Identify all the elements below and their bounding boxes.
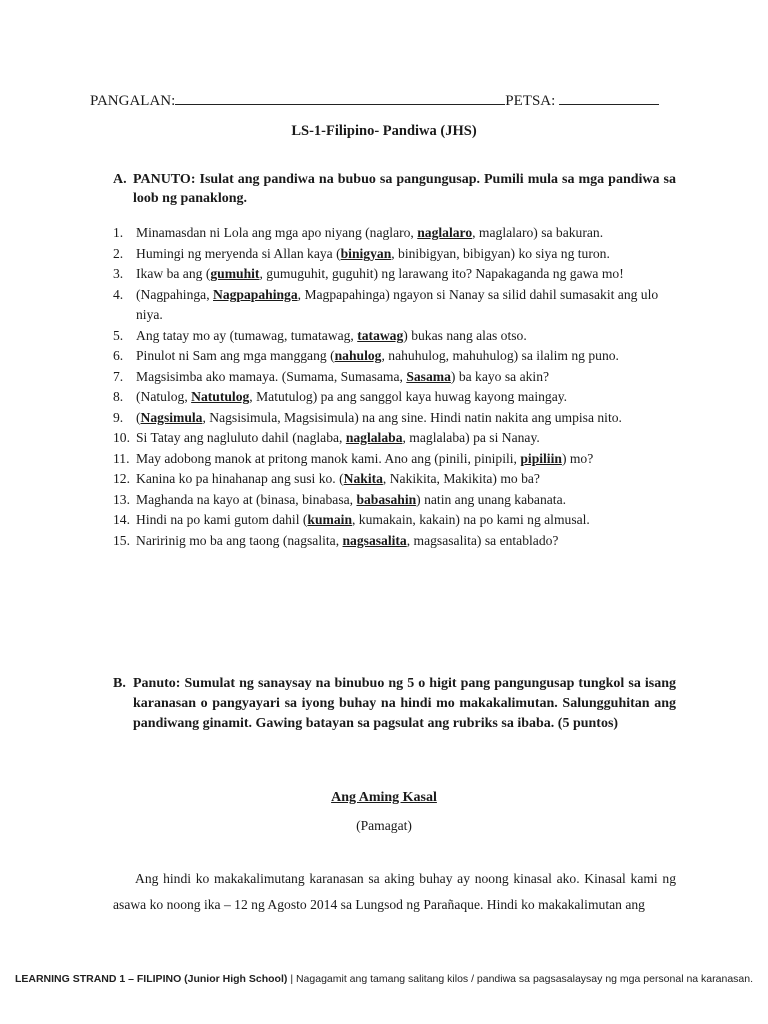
item-text-before: Kanina ko pa hinahanap ang susi ko. (: [136, 471, 344, 486]
essay-title-note: (Pamagat): [356, 818, 412, 833]
list-item: [113, 490, 678, 511]
item-text-after: , kumakain, kakain) na po kami ng almusal.: [352, 512, 590, 527]
item-text-before: May adobong manok at pritong manok kami. Ano ang (pinili, pinipili,: [136, 450, 521, 466]
item-answer: naglalaba: [345, 430, 403, 445]
item-number: 1.: [113, 225, 124, 240]
item-text-before: Hindi na po kami gutom dahil (: [136, 512, 308, 527]
item-text-after: , Magpapahinga) ngayon si Nanay sa silid dahil sumasakit ang ulo niya.: [136, 286, 659, 322]
part-b-label: B.: [113, 676, 126, 691]
name-date-header: [90, 92, 659, 110]
list-item: [113, 510, 678, 531]
list-item: [113, 469, 678, 490]
item-text-after: ) natin ang unang kabanata.: [416, 491, 567, 507]
name-blank-line[interactable]: [175, 92, 505, 105]
item-text-after: , magsasalita) sa entablado?: [406, 532, 559, 548]
item-text-before: (: [136, 409, 141, 425]
list-item: [113, 408, 678, 429]
item-number: 3.: [113, 266, 124, 281]
list-item: [113, 367, 678, 388]
item-text-before: Ikaw ba ang (: [136, 266, 211, 281]
part-a-text: PANUTO: Isulat ang pandiwa na bubuo sa pangungusap. Pumili mula sa mga pandiwa sa loob ng panaklong.: [133, 172, 676, 206]
item-answer: binigyan: [340, 245, 392, 261]
item-text-before: Magsisimba ako mamaya. (Sumama, Sumasama,: [136, 368, 407, 384]
essay-body: Ang hindi ko makakalimutang karanasan sa aking buhay ay noong kinasal ako. Kinasal kami ng asawa ko noong ika – 12 ng Agosto 2014 sa Lungsod ng Parañaque. Hindi ko makakalimutan ang: [113, 871, 676, 912]
item-text-after: , binibigyan, bibigyan) ko siya ng turon.: [391, 245, 610, 261]
date-label: PETSA:: [505, 93, 556, 109]
footer-separator: |: [290, 973, 294, 985]
item-number: 11.: [113, 450, 130, 466]
item-number: 5.: [113, 327, 124, 343]
item-list: [113, 223, 678, 551]
list-item: [113, 346, 678, 367]
item-answer: nahulog: [334, 348, 382, 363]
item-text-after: ) bukas nang alas otso.: [403, 327, 527, 343]
date-blank-line[interactable]: [559, 92, 659, 105]
item-number: 6.: [113, 348, 124, 363]
footer-strand: LEARNING STRAND 1 – FILIPINO (Junior High School): [14, 973, 288, 985]
item-text-after: ) ba kayo sa akin?: [450, 368, 550, 384]
list-item: [113, 428, 678, 449]
item-answer: nagsasalita: [342, 532, 407, 548]
item-number: 4.: [113, 286, 124, 302]
item-text-after: , Nakikita, Makikita) mo ba?: [382, 471, 540, 486]
item-answer: tatawag: [357, 327, 404, 343]
list-item: [113, 244, 678, 265]
item-answer: babasahin: [356, 491, 417, 507]
part-a-instruction: [113, 170, 676, 208]
item-text-before: (Natulog,: [136, 389, 192, 404]
part-a-label: A.: [113, 172, 127, 187]
list-item: [113, 531, 678, 552]
item-text-after: , maglalaba) pa si Nanay.: [402, 430, 540, 445]
item-text-after: , maglalaro) sa bakuran.: [472, 225, 604, 240]
item-text-after: , Nagsisimula, Magsisimula) na ang sine. Hindi natin nakita ang umpisa nito.: [202, 409, 622, 425]
page-footer: [0, 973, 768, 986]
part-b-text: Panuto: Sumulat ng sanaysay na binubuo ng 5 o higit pang pangungusap tungkol sa isang karanasan o pangyayari sa iyong buhay na hindi mo makakalimutan. Salungguhitan ang pandiwang ginamit. Gawing batayan sa pagsulat ang rubriks sa ibaba. (5 puntos): [133, 676, 676, 731]
list-item: [113, 387, 678, 408]
item-text-before: Maghanda na kayo at (binasa, binabasa,: [136, 491, 357, 507]
item-answer: Nakita: [343, 471, 383, 486]
item-text-before: Naririnig mo ba ang taong (nagsalita,: [136, 532, 343, 548]
name-label: PANGALAN:: [90, 93, 176, 109]
item-answer: Nagsimula: [140, 409, 203, 425]
item-answer: Nagpapahinga: [213, 286, 298, 302]
item-answer: Natutulog: [191, 389, 250, 404]
part-b-instruction: [113, 674, 676, 734]
worksheet-title: LS-1-Filipino- Pandiwa (JHS): [291, 123, 477, 139]
essay-title-text: Ang Aming Kasal: [331, 790, 437, 805]
item-text-before: Minamasdan ni Lola ang mga apo niyang (naglaro,: [136, 225, 418, 240]
list-item: [113, 449, 678, 470]
item-text-before: Pinulot ni Sam ang mga manggang (: [136, 348, 335, 363]
item-text-after: , Matutulog) pa ang sanggol kaya huwag kayong maingay.: [249, 389, 568, 404]
item-number: 14.: [113, 512, 130, 527]
item-number: 13.: [113, 491, 130, 507]
list-item: [113, 264, 678, 285]
list-item: [113, 326, 678, 347]
essay-title: [0, 790, 768, 806]
item-text-before: Si Tatay ang nagluluto dahil (naglaba,: [136, 430, 346, 445]
item-number: 7.: [113, 368, 124, 384]
item-number: 15.: [113, 532, 130, 548]
item-number: 2.: [113, 245, 124, 261]
list-item: [113, 285, 678, 326]
item-text-before: (Nagpahinga,: [136, 286, 214, 302]
item-answer: kumain: [307, 512, 352, 527]
item-number: 8.: [113, 389, 124, 404]
item-number: 12.: [113, 471, 130, 486]
item-answer: naglalaro: [417, 225, 473, 240]
item-number: 9.: [113, 409, 124, 425]
item-text-after: ) mo?: [561, 450, 594, 466]
item-text-before: Humingi ng meryenda si Allan kaya (: [136, 245, 341, 261]
item-number: 10.: [113, 430, 130, 445]
list-item: [113, 223, 678, 244]
footer-description: Nagagamit ang tamang salitang kilos / pandiwa sa pagsasalaysay ng mga personal na karanasan.: [295, 973, 754, 985]
item-answer: Sasama: [406, 368, 451, 384]
item-answer: pipiliin: [520, 450, 562, 466]
item-answer: gumuhit: [210, 266, 260, 281]
item-text-after: , nahuhulog, mahuhulog) sa ilalim ng puno.: [381, 348, 619, 363]
item-text-after: , gumuguhit, guguhit) ng larawang ito? Napakaganda ng gawa mo!: [259, 266, 624, 281]
item-text-before: Ang tatay mo ay (tumawag, tumatawag,: [136, 327, 358, 343]
